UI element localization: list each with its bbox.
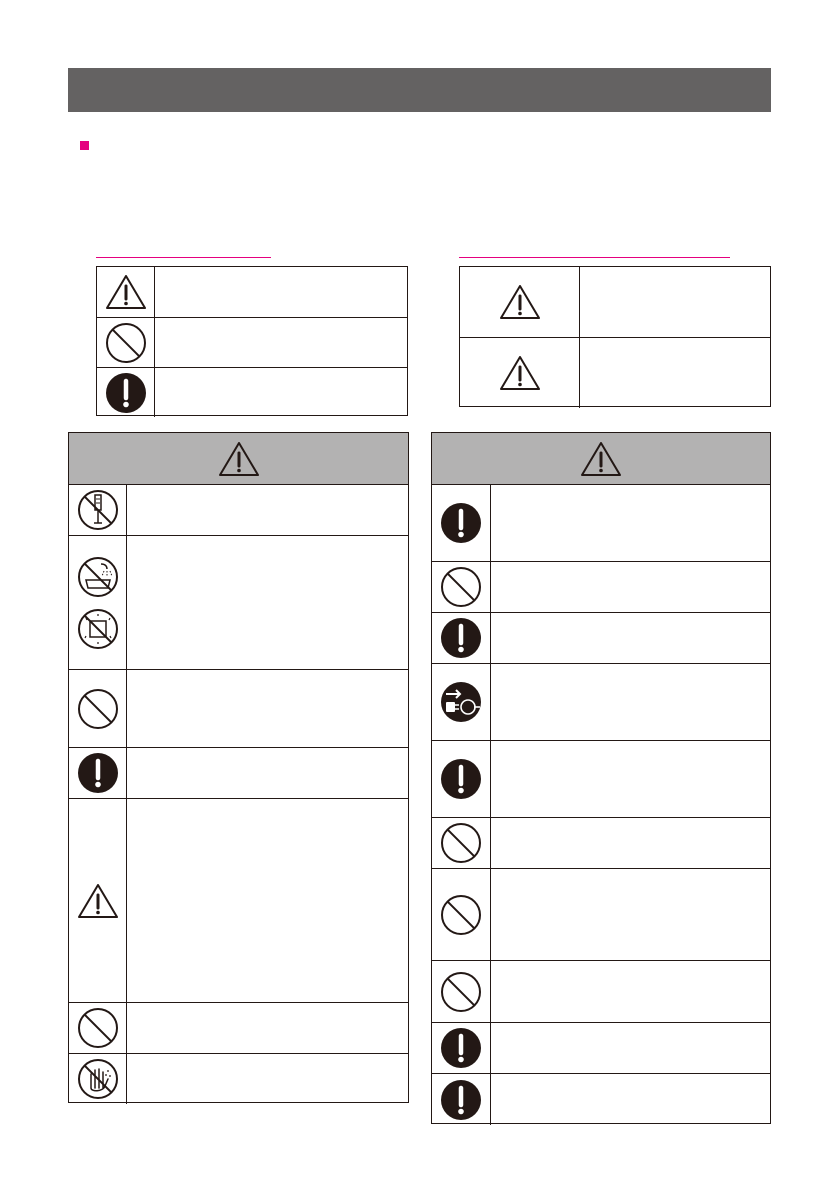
warning-triangle-icon [76, 882, 120, 920]
mandatory-exclamation-icon [440, 617, 482, 659]
mandatory-exclamation-icon [440, 1079, 482, 1121]
table-row [432, 1022, 770, 1073]
table-row [432, 484, 770, 561]
mandatory-exclamation-icon [440, 502, 482, 544]
warning-triangle-icon [104, 273, 148, 311]
prohibition-icon [440, 894, 482, 936]
table-row [432, 612, 770, 663]
table-row [432, 740, 770, 817]
legend-row [97, 367, 407, 417]
no-disassembly-icon [77, 489, 119, 531]
legend-right-table [459, 266, 771, 407]
legend-row [460, 337, 770, 408]
table-row [432, 663, 770, 740]
mandatory-exclamation-icon [77, 752, 119, 794]
legend-left-heading-underline [96, 257, 271, 258]
warning-triangle-icon [217, 440, 261, 478]
mandatory-exclamation-icon [440, 1027, 482, 1069]
legend-row [97, 317, 407, 367]
prohibition-icon [77, 1007, 119, 1049]
legend-row [97, 267, 407, 317]
table-row [432, 868, 770, 960]
unplug-icon [440, 681, 482, 723]
legend-right-heading-underline [459, 257, 730, 258]
warning-triangle-icon [498, 283, 542, 321]
prohibition-icon [105, 322, 147, 364]
legend-row [460, 267, 770, 337]
table-row [69, 1053, 408, 1104]
table-row [69, 1002, 408, 1053]
table-row [69, 747, 408, 798]
prohibition-icon [77, 688, 119, 730]
no-bath-shower-icon [77, 556, 119, 598]
table-row [69, 484, 408, 535]
prohibition-icon [440, 971, 482, 1013]
prohibition-icon [440, 822, 482, 864]
table-row [69, 669, 408, 747]
warning-triangle-icon [579, 440, 623, 478]
mandatory-exclamation-icon [105, 372, 147, 414]
warning-table-header [69, 433, 408, 485]
caution-table [431, 432, 771, 1124]
mandatory-exclamation-icon [440, 758, 482, 800]
table-row [432, 817, 770, 868]
prohibition-icon [440, 566, 482, 608]
caution-table-header [432, 433, 770, 485]
warning-table [68, 432, 409, 1103]
table-row [432, 1073, 770, 1125]
section-header-bar [68, 68, 771, 112]
table-row [69, 535, 408, 669]
table-row [432, 960, 770, 1022]
warning-triangle-icon [498, 354, 542, 392]
table-row [69, 798, 408, 1002]
table-row [432, 561, 770, 612]
no-water-exposure-icon [77, 608, 119, 650]
intro-bullet [80, 141, 89, 150]
no-wet-hands-icon [77, 1058, 119, 1100]
legend-left-table [96, 266, 408, 416]
